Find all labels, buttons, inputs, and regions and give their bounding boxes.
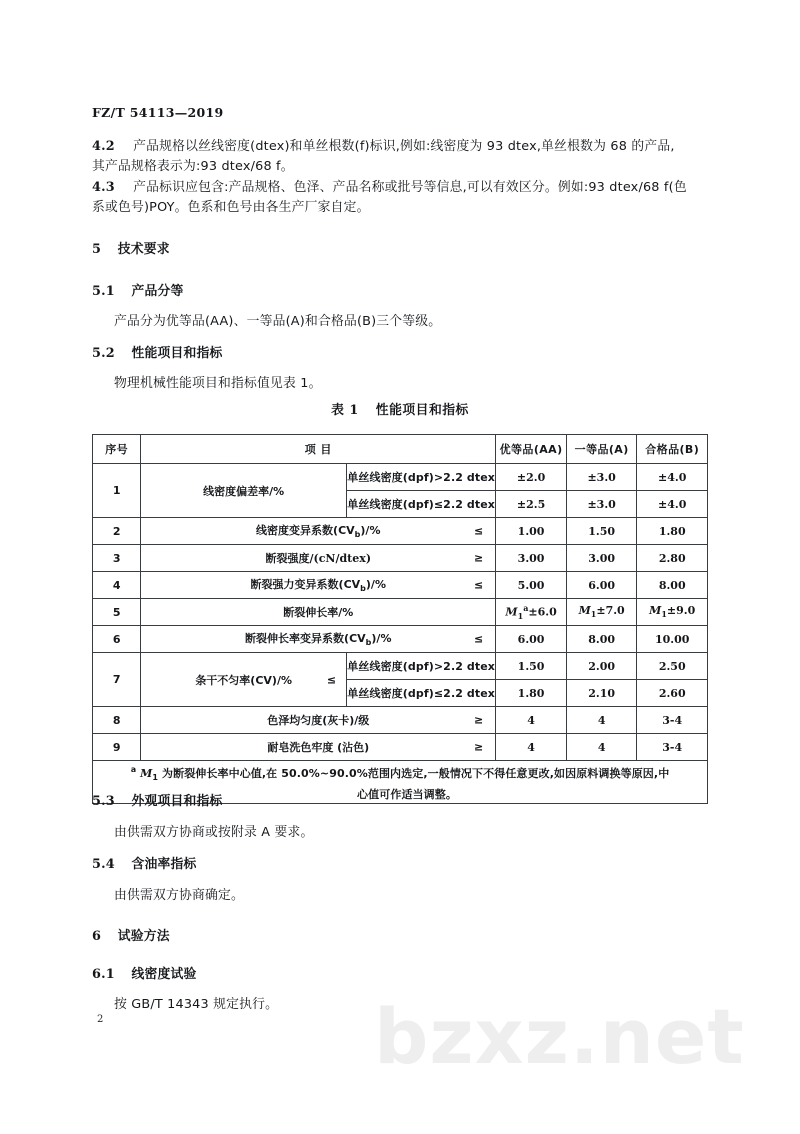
row-operator: ≤ bbox=[474, 578, 484, 592]
section-6-number: 6 bbox=[92, 929, 102, 944]
section-6-1-title: 线密度试验 bbox=[131, 967, 197, 982]
row-item: 线密度偏差率/% bbox=[141, 464, 347, 518]
cell-grade-aa: 4 bbox=[496, 707, 567, 734]
row-no: 1 bbox=[93, 464, 141, 518]
table-row bbox=[93, 707, 708, 734]
clause-4-2-line1: 产品规格以丝线密度(dtex)和单丝根数(f)标识,例如:线密度为 93 dtex,单丝根数为 68 的产品, bbox=[133, 139, 675, 154]
row-no: 8 bbox=[93, 707, 141, 734]
cell-grade-a: 1.50 bbox=[566, 518, 637, 545]
performance-table bbox=[92, 434, 708, 804]
row-no: 9 bbox=[93, 734, 141, 761]
section-6-1-body: 按 GB/T 14343 规定执行。 bbox=[114, 997, 279, 1012]
cell-grade-b: $M_1\pm 9.0$ bbox=[637, 599, 708, 626]
section-5 bbox=[92, 240, 170, 260]
row-item bbox=[141, 572, 496, 599]
row-no: 5 bbox=[93, 599, 141, 626]
cell-grade-b: 3-4 bbox=[637, 734, 708, 761]
row-operator: ≥ bbox=[474, 713, 484, 727]
section-5-4-title: 含油率指标 bbox=[131, 857, 197, 872]
page-number: 2 bbox=[97, 1014, 104, 1025]
row-no: 4 bbox=[93, 572, 141, 599]
section-6-title: 试验方法 bbox=[117, 929, 170, 944]
table-caption-title: 性能项目和指标 bbox=[375, 403, 469, 418]
section-6-1-number: 6.1 bbox=[92, 967, 115, 982]
cell-grade-a: 4 bbox=[566, 707, 637, 734]
table-caption-label: 表 1 bbox=[331, 403, 359, 418]
section-5-4-body: 由供需双方协商确定。 bbox=[114, 888, 244, 903]
row-subitem: 单丝线密度(dpf)≤2.2 dtex bbox=[347, 680, 496, 707]
row-operator: ≥ bbox=[474, 551, 484, 565]
row-no: 7 bbox=[93, 653, 141, 707]
row-item-label: 条干不匀率(CV)/% bbox=[195, 673, 292, 687]
row-operator: ≤ bbox=[474, 524, 484, 538]
row-item bbox=[141, 626, 496, 653]
table-head bbox=[93, 435, 708, 464]
table-body bbox=[93, 464, 708, 804]
section-5-3-body: 由供需双方协商或按附录 A 要求。 bbox=[114, 825, 314, 840]
clause-4-3-line2: 系或色号)POY。色系和色号由各生产厂家自定。 bbox=[92, 200, 370, 215]
section-5-4 bbox=[92, 855, 197, 875]
row-subitem: 单丝线密度(dpf)>2.2 dtex bbox=[347, 464, 496, 491]
table-row bbox=[93, 626, 708, 653]
section-5-number: 5 bbox=[92, 242, 102, 257]
section-6 bbox=[92, 927, 170, 947]
table-row bbox=[93, 734, 708, 761]
col-header-grade-a: 一等品(A) bbox=[566, 435, 637, 464]
table-row bbox=[93, 599, 708, 626]
clause-4-3-number: 4.3 bbox=[92, 180, 115, 195]
section-5-4-number: 5.4 bbox=[92, 857, 115, 872]
cell-grade-b: ±4.0 bbox=[637, 464, 708, 491]
section-5-title: 技术要求 bbox=[117, 242, 170, 257]
row-item-label: 色泽均匀度(灰卡)/级 bbox=[267, 714, 370, 727]
section-5-3 bbox=[92, 792, 223, 812]
cell-grade-b: 2.50 bbox=[637, 653, 708, 680]
section-5-1-title: 产品分等 bbox=[131, 284, 184, 299]
cell-grade-a: $M_1\pm 7.0$ bbox=[566, 599, 637, 626]
cell-grade-a: 2.10 bbox=[566, 680, 637, 707]
cell-grade-aa: ±2.5 bbox=[496, 491, 567, 518]
cell-grade-aa: 3.00 bbox=[496, 545, 567, 572]
clause-4-3-cont bbox=[92, 198, 708, 218]
cell-grade-a: 8.00 bbox=[566, 626, 637, 653]
cell-grade-b: 8.00 bbox=[637, 572, 708, 599]
cell-grade-a: 4 bbox=[566, 734, 637, 761]
cell-grade-b: 3-4 bbox=[637, 707, 708, 734]
row-item-label: 断裂强度/(cN/dtex) bbox=[265, 552, 372, 565]
row-item-label: 断裂伸长率变异系数$(CV_b)/\%$ bbox=[245, 632, 392, 648]
section-6-1 bbox=[92, 965, 197, 985]
running-header: FZ/T 54113—2019 bbox=[92, 105, 224, 120]
watermark: bzxz.net bbox=[374, 992, 745, 1081]
cell-grade-b: 1.80 bbox=[637, 518, 708, 545]
cell-grade-b: 2.80 bbox=[637, 545, 708, 572]
row-item bbox=[141, 599, 496, 626]
cell-grade-a: ±3.0 bbox=[566, 491, 637, 518]
row-item-label: 断裂伸长率/% bbox=[283, 606, 354, 619]
section-5-2-title: 性能项目和指标 bbox=[131, 346, 223, 361]
cell-grade-b: ±4.0 bbox=[637, 491, 708, 518]
footnote-marker: a bbox=[130, 765, 137, 774]
cell-grade-aa: 6.00 bbox=[496, 626, 567, 653]
cell-grade-aa: $M_1^a\pm 6.0$ bbox=[496, 599, 567, 626]
clause-4-2-number: 4.2 bbox=[92, 139, 115, 154]
cell-grade-a: 2.00 bbox=[566, 653, 637, 680]
clause-4-3 bbox=[92, 178, 708, 198]
col-header-grade-b: 合格品(B) bbox=[637, 435, 708, 464]
row-subitem: 单丝线密度(dpf)≤2.2 dtex bbox=[347, 491, 496, 518]
row-no: 3 bbox=[93, 545, 141, 572]
col-header-item: 项 目 bbox=[141, 435, 496, 464]
table-row bbox=[93, 545, 708, 572]
row-operator: ≥ bbox=[474, 740, 484, 754]
section-5-1-number: 5.1 bbox=[92, 284, 115, 299]
row-no: 2 bbox=[93, 518, 141, 545]
row-item bbox=[141, 518, 496, 545]
section-5-3-title: 外观项目和指标 bbox=[131, 794, 223, 809]
table-header-row bbox=[93, 435, 708, 464]
section-5-1 bbox=[92, 282, 184, 302]
row-no: 6 bbox=[93, 626, 141, 653]
row-subitem: 单丝线密度(dpf)>2.2 dtex bbox=[347, 653, 496, 680]
cell-grade-aa: 1.80 bbox=[496, 680, 567, 707]
row-operator: ≤ bbox=[326, 673, 337, 686]
section-5-2-body: 物理机械性能项目和指标值见表 1。 bbox=[114, 376, 322, 391]
cell-grade-aa: 5.00 bbox=[496, 572, 567, 599]
table-row bbox=[93, 572, 708, 599]
clause-4-2-cont bbox=[92, 157, 708, 177]
clause-4-3-line1: 产品标识应包含:产品规格、色泽、产品名称或批号等信息,可以有效区分。例如:93 dtex/68 f(色 bbox=[133, 180, 687, 195]
section-5-2-number: 5.2 bbox=[92, 346, 115, 361]
cell-grade-b: 2.60 bbox=[637, 680, 708, 707]
row-item bbox=[141, 734, 496, 761]
clause-4-2 bbox=[92, 137, 708, 157]
cell-grade-aa: 1.50 bbox=[496, 653, 567, 680]
row-item bbox=[141, 545, 496, 572]
clause-4-2-line2: 其产品规格表示为:93 dtex/68 f。 bbox=[92, 159, 294, 174]
table-caption bbox=[0, 399, 800, 418]
cell-grade-b: 10.00 bbox=[637, 626, 708, 653]
row-operator: ≤ bbox=[474, 632, 484, 646]
table-row bbox=[93, 653, 708, 680]
section-5-2 bbox=[92, 344, 223, 364]
cell-grade-aa: 1.00 bbox=[496, 518, 567, 545]
table-row bbox=[93, 464, 708, 491]
col-header-no: 序号 bbox=[93, 435, 141, 464]
footnote-line1: $M_1$ 为断裂伸长率中心值,在 50.0%~90.0%范围内选定,一般情况下不得任意更改,如因原料调换等原因,中 bbox=[140, 766, 670, 782]
row-item bbox=[141, 653, 347, 707]
cell-grade-a: ±3.0 bbox=[566, 464, 637, 491]
row-item-label: 耐皂洗色牢度 (沾色) bbox=[267, 741, 370, 754]
cell-grade-aa: 4 bbox=[496, 734, 567, 761]
footnote-line2: 心值可作适当调整。 bbox=[357, 787, 457, 801]
section-5-1-body: 产品分为优等品(AA)、一等品(A)和合格品(B)三个等级。 bbox=[114, 314, 442, 329]
row-item-label: 线密度变异系数$(CV_b)/\%$ bbox=[256, 524, 381, 540]
section-5-3-number: 5.3 bbox=[92, 794, 115, 809]
cell-grade-aa: ±2.0 bbox=[496, 464, 567, 491]
row-item-label: 断裂强力变异系数$(CV_b)/\%$ bbox=[250, 578, 386, 594]
row-item bbox=[141, 707, 496, 734]
col-header-grade-aa: 优等品(AA) bbox=[496, 435, 567, 464]
table-row bbox=[93, 518, 708, 545]
cell-grade-a: 3.00 bbox=[566, 545, 637, 572]
cell-grade-a: 6.00 bbox=[566, 572, 637, 599]
